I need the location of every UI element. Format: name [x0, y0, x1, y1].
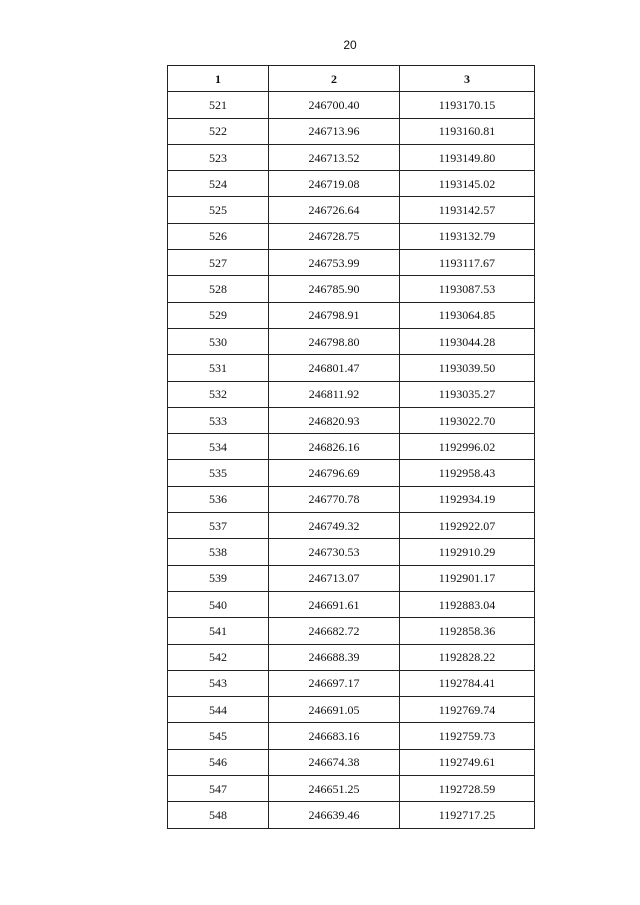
- coordinate-y-cell: 1192910.29: [400, 539, 535, 565]
- coordinate-x-cell: 246713.96: [269, 118, 400, 144]
- coordinate-x-cell: 246639.46: [269, 802, 400, 828]
- table-row: [168, 591, 535, 617]
- coordinate-y-cell: 1193022.70: [400, 407, 535, 433]
- coordinate-y-cell: 1192858.36: [400, 618, 535, 644]
- point-number-cell: 521: [168, 92, 269, 118]
- coordinate-x-cell: 246728.75: [269, 223, 400, 249]
- coordinate-x-cell: 246719.08: [269, 171, 400, 197]
- table-row: [168, 697, 535, 723]
- coordinate-x-cell: 246770.78: [269, 486, 400, 512]
- coordinate-x-cell: 246749.32: [269, 513, 400, 539]
- coordinate-y-cell: 1192883.04: [400, 591, 535, 617]
- coordinate-y-cell: 1193044.28: [400, 328, 535, 354]
- point-number-cell: 546: [168, 749, 269, 775]
- coordinate-x-cell: 246726.64: [269, 197, 400, 223]
- coordinate-y-cell: 1193035.27: [400, 381, 535, 407]
- coordinate-x-cell: 246713.07: [269, 565, 400, 591]
- column-header-1: 1: [168, 66, 269, 92]
- point-number-cell: 534: [168, 434, 269, 460]
- coordinate-x-cell: 246820.93: [269, 407, 400, 433]
- point-number-cell: 524: [168, 171, 269, 197]
- coordinate-x-cell: 246798.91: [269, 302, 400, 328]
- point-number-cell: 541: [168, 618, 269, 644]
- table-row: [168, 144, 535, 170]
- point-number-cell: 527: [168, 250, 269, 276]
- point-number-cell: 525: [168, 197, 269, 223]
- point-number-cell: 542: [168, 644, 269, 670]
- coordinate-y-cell: 1193160.81: [400, 118, 535, 144]
- table-row: [168, 171, 535, 197]
- coordinate-x-cell: 246730.53: [269, 539, 400, 565]
- table-row: [168, 749, 535, 775]
- coordinate-x-cell: 246688.39: [269, 644, 400, 670]
- table-header: [168, 66, 535, 92]
- coordinate-x-cell: 246691.05: [269, 697, 400, 723]
- coordinate-x-cell: 246811.92: [269, 381, 400, 407]
- coordinate-y-cell: 1192769.74: [400, 697, 535, 723]
- coordinate-x-cell: 246651.25: [269, 776, 400, 802]
- coordinate-y-cell: 1193142.57: [400, 197, 535, 223]
- column-header-3: 3: [400, 66, 535, 92]
- coordinate-x-cell: 246785.90: [269, 276, 400, 302]
- point-number-cell: 540: [168, 591, 269, 617]
- column-header-2: 2: [269, 66, 400, 92]
- coordinate-y-cell: 1193149.80: [400, 144, 535, 170]
- table-body: [168, 92, 535, 828]
- page-number: 20: [343, 38, 357, 52]
- table-row: [168, 328, 535, 354]
- coordinate-y-cell: 1193117.67: [400, 250, 535, 276]
- point-number-cell: 539: [168, 565, 269, 591]
- table-row: [168, 355, 535, 381]
- coordinate-x-cell: 246753.99: [269, 250, 400, 276]
- point-number-cell: 522: [168, 118, 269, 144]
- coordinates-table: [167, 65, 535, 829]
- coordinate-y-cell: 1193132.79: [400, 223, 535, 249]
- table-row: [168, 513, 535, 539]
- coordinate-x-cell: 246691.61: [269, 591, 400, 617]
- table-row: [168, 776, 535, 802]
- coordinate-x-cell: 246796.69: [269, 460, 400, 486]
- point-number-cell: 528: [168, 276, 269, 302]
- header-row: [168, 66, 535, 92]
- point-number-cell: 547: [168, 776, 269, 802]
- coordinate-y-cell: 1192996.02: [400, 434, 535, 460]
- point-number-cell: 535: [168, 460, 269, 486]
- coordinate-y-cell: 1193170.15: [400, 92, 535, 118]
- point-number-cell: 548: [168, 802, 269, 828]
- point-number-cell: 529: [168, 302, 269, 328]
- point-number-cell: 532: [168, 381, 269, 407]
- coordinate-x-cell: 246674.38: [269, 749, 400, 775]
- coordinate-y-cell: 1193039.50: [400, 355, 535, 381]
- table-row: [168, 565, 535, 591]
- point-number-cell: 533: [168, 407, 269, 433]
- table-row: [168, 118, 535, 144]
- coordinate-x-cell: 246700.40: [269, 92, 400, 118]
- coordinate-y-cell: 1192717.25: [400, 802, 535, 828]
- table-row: [168, 434, 535, 460]
- table-row: [168, 670, 535, 696]
- coordinate-y-cell: 1192828.22: [400, 644, 535, 670]
- table-row: [168, 644, 535, 670]
- table-row: [168, 618, 535, 644]
- point-number-cell: 537: [168, 513, 269, 539]
- table-row: [168, 802, 535, 828]
- table-row: [168, 381, 535, 407]
- table-row: [168, 223, 535, 249]
- table-row: [168, 460, 535, 486]
- table-row: [168, 723, 535, 749]
- table-row: [168, 276, 535, 302]
- point-number-cell: 545: [168, 723, 269, 749]
- coordinate-y-cell: 1192728.59: [400, 776, 535, 802]
- point-number-cell: 544: [168, 697, 269, 723]
- coordinate-x-cell: 246713.52: [269, 144, 400, 170]
- coordinate-x-cell: 246826.16: [269, 434, 400, 460]
- point-number-cell: 523: [168, 144, 269, 170]
- point-number-cell: 543: [168, 670, 269, 696]
- table-row: [168, 486, 535, 512]
- point-number-cell: 538: [168, 539, 269, 565]
- coordinate-y-cell: 1192901.17: [400, 565, 535, 591]
- table-row: [168, 407, 535, 433]
- coordinate-y-cell: 1193145.02: [400, 171, 535, 197]
- coordinate-y-cell: 1192784.41: [400, 670, 535, 696]
- coordinate-y-cell: 1192934.19: [400, 486, 535, 512]
- coordinate-y-cell: 1192958.43: [400, 460, 535, 486]
- coordinate-y-cell: 1192759.73: [400, 723, 535, 749]
- coordinate-y-cell: 1193064.85: [400, 302, 535, 328]
- coordinate-x-cell: 246682.72: [269, 618, 400, 644]
- coordinate-y-cell: 1192749.61: [400, 749, 535, 775]
- table-row: [168, 197, 535, 223]
- coordinate-y-cell: 1192922.07: [400, 513, 535, 539]
- point-number-cell: 526: [168, 223, 269, 249]
- coordinate-x-cell: 246798.80: [269, 328, 400, 354]
- table-row: [168, 302, 535, 328]
- coordinate-x-cell: 246801.47: [269, 355, 400, 381]
- coordinate-x-cell: 246697.17: [269, 670, 400, 696]
- point-number-cell: 530: [168, 328, 269, 354]
- point-number-cell: 536: [168, 486, 269, 512]
- point-number-cell: 531: [168, 355, 269, 381]
- table-row: [168, 250, 535, 276]
- coordinate-y-cell: 1193087.53: [400, 276, 535, 302]
- coordinate-x-cell: 246683.16: [269, 723, 400, 749]
- table-row: [168, 92, 535, 118]
- table-row: [168, 539, 535, 565]
